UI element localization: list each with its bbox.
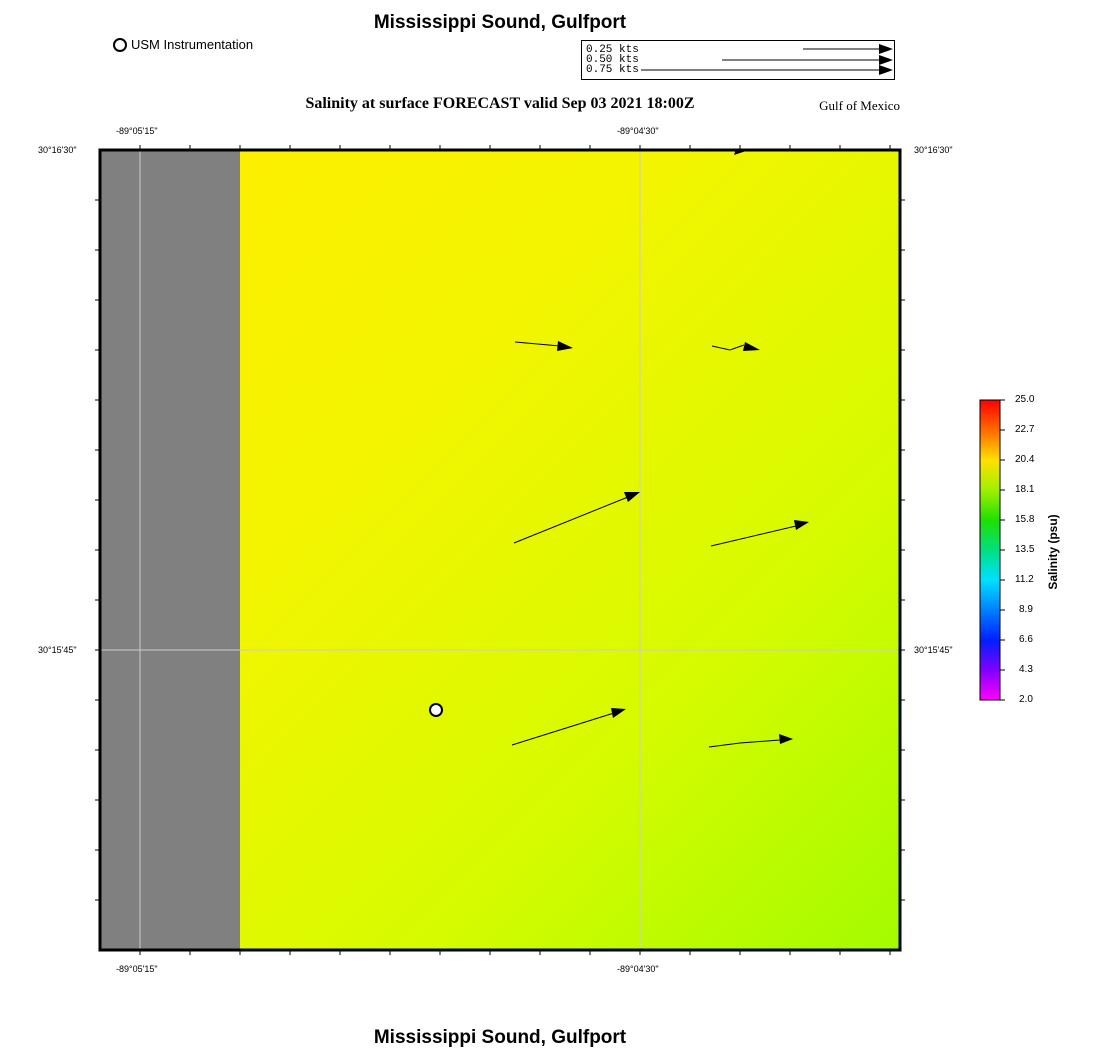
- lat-tick-label: 30°15'45": [38, 645, 77, 655]
- colorbar-tick-label: 11.2: [1015, 574, 1034, 585]
- colorbar-ticks: [1000, 400, 1005, 700]
- map-title: Mississippi Sound, Gulfport: [373, 12, 627, 33]
- lon-tick-label: -89°05'15": [116, 964, 158, 974]
- vector-legend-label: 0.75 kts: [586, 64, 639, 76]
- region-label: Gulf of Mexico: [819, 98, 900, 113]
- lon-tick-label: -89°04'30": [617, 126, 659, 136]
- vector-legend-label: 0.50 kts: [586, 54, 639, 66]
- lat-tick-label: 30°16'30": [38, 145, 77, 155]
- map-title-bottom: Mississippi Sound, Gulfport: [373, 1027, 627, 1048]
- colorbar-tick-label: 6.6: [1019, 634, 1033, 645]
- colorbar-title: Salinity (psu): [1046, 514, 1060, 590]
- colorbar-tick-label: 20.4: [1015, 454, 1035, 465]
- colorbar-tick-label: 18.1: [1015, 484, 1035, 495]
- lat-tick-label: 30°16'30": [914, 145, 953, 155]
- colorbar-tick-label: 4.3: [1019, 664, 1033, 675]
- colorbar-tick-label: 2.0: [1019, 694, 1033, 705]
- vector-legend-label: 0.25 kts: [586, 44, 639, 56]
- colorbar-tick-label: 13.5: [1015, 544, 1035, 555]
- station-legend-label: USM Instrumentation: [131, 37, 254, 52]
- colorbar-scale: [980, 400, 1000, 700]
- lat-tick-label: 30°15'45": [914, 645, 953, 655]
- lon-tick-label: -89°04'30": [617, 964, 659, 974]
- colorbar-tick-label: 25.0: [1015, 394, 1035, 405]
- map-subtitle: Salinity at surface FORECAST valid Sep 03 2021 18:00Z: [305, 95, 695, 112]
- lon-tick-label: -89°05'15": [116, 126, 158, 136]
- colorbar-tick-label: 8.9: [1019, 604, 1033, 615]
- colorbar-tick-label: 15.8: [1015, 514, 1035, 525]
- colorbar-tick-label: 22.7: [1015, 424, 1035, 435]
